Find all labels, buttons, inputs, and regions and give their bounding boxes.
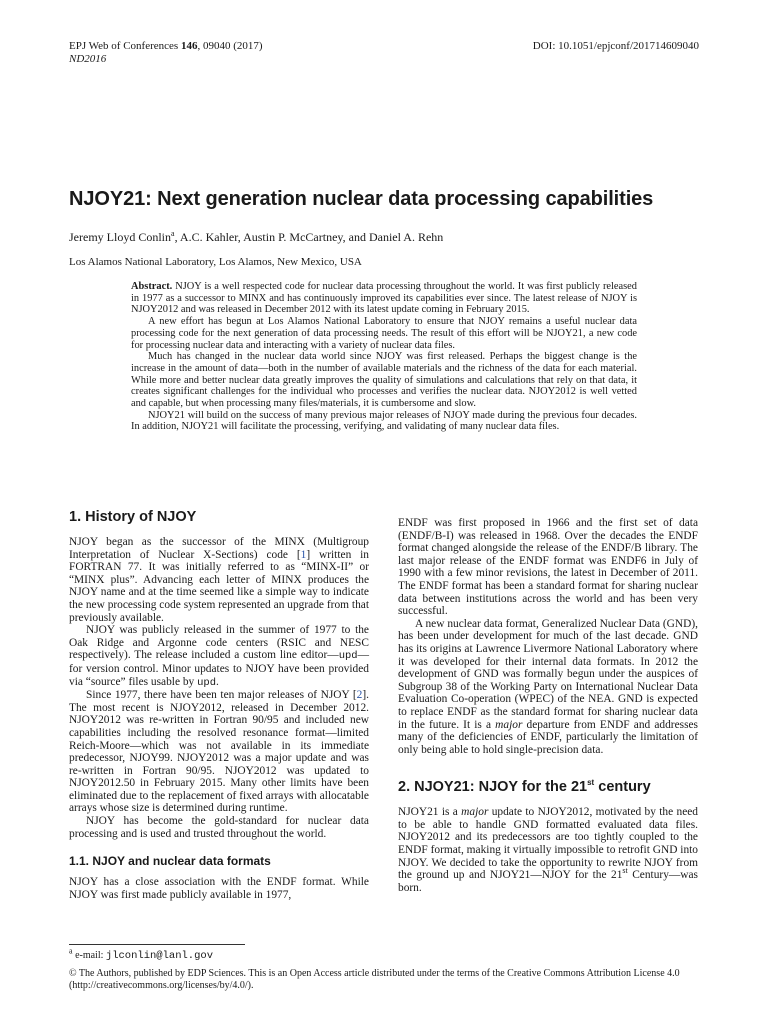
section-heading: 2. NJOY21: NJOY for the 21st century xyxy=(398,778,651,796)
doi: DOI: 10.1051/epjconf/201714609040 xyxy=(532,40,699,52)
body-paragraph: Since 1977, there have been ten major releases of NJOY [2]. The most recent is NJOY2012, released in December 2012. NJOY2012 was re-written in Fortran 90/95 and included new capabilities including the resolved resonance format—limited Reich-Moore—which was not available in its immediate predecessor, NJOY99. NJOY2012 was a major update and was re-written in Fortran 90/95. NJOY2012 was updated to NJOY2012.50 in February 2015. Many other limits have been eliminated due to the replacement of fixed arrays with allocatable arrays whose size is determined during runtime. xyxy=(69,689,369,815)
abstract-paragraph: A new effort has begun at Los Alamos National Laboratory to ensure that NJOY remains a useful nuclear data processing code for the next generation of data processing needs. The result of this effort will be NJOY21, a new code for processing nuclear data and interacting with a variety of nuclear data files. xyxy=(131,316,637,351)
citation-link[interactable]: 2 xyxy=(356,689,363,702)
section-heading: 1. History of NJOY xyxy=(69,509,197,525)
license-notice: © The Authors, published by EDP Sciences. This is an Open Access article distributed under the terms of the Creative Commons Attribution License 4.0 (http://creativecommons.org/licenses/by/4.0/). xyxy=(69,968,680,991)
paper-title: NJOY21: Next generation nuclear data processing capabilities xyxy=(69,188,654,210)
abstract-paragraph: Abstract. NJOY is a well respected code for nuclear data processing throughout the world. It was first publicly released in 1977 as a successor to MINX and has continuously improved its capabilities ever since. The latest release of NJOY is NJOY2012 and was released in December 2012 with its latest update coming in February 2015. xyxy=(131,281,637,316)
journal-citation xyxy=(69,40,263,53)
article-number-year: , 09040 (2017) xyxy=(197,40,263,52)
code-upd: upd xyxy=(338,650,358,663)
footnote-divider xyxy=(69,944,245,945)
affiliation: Los Alamos National Laboratory, Los Alamos, New Mexico, USA xyxy=(69,256,362,268)
journal-name: EPJ Web of Conferences xyxy=(69,40,179,52)
body-paragraph: NJOY began as the successor of the MINX (Multigroup Interpretation of Nuclear X-Sections) code [1] written in FORTRAN 77. It was initially referred to as “MINX-II” or “MINX plus”. Advancing each letter of MINX produces the NJOY name and at the time seemed like a simple way to indicate the new processing code system represented an upgrade from that previously available. xyxy=(69,536,369,624)
citation-link[interactable]: 1 xyxy=(300,548,307,561)
code-upd: upd xyxy=(197,676,217,689)
running-header-left xyxy=(69,40,263,66)
body-paragraph: A new nuclear data format, Generalized Nuclear Data (GND), has been under development for much of the last decade. GND has its origins at Lawrence Livermore National Laboratory where it was developed for their internal data formats. In 2012 the development of GND was formally begun under the auspices of Subgroup 38 of the Working Party on International Nuclear Data Evaluation Co-operation (WPEC) of the NEA. GND is expected to replace ENDF as the standard format for sharing nuclear data in the future. It is a major departure from ENDF and addresses many of the deficiencies of ENDF, particularly the limitation of only being able to hold single-precision data. xyxy=(398,617,698,756)
first-author: Jeremy Lloyd Conlin xyxy=(69,230,171,244)
left-column xyxy=(69,508,369,901)
author-footnote-mark: a xyxy=(171,229,175,238)
abstract-paragraph: NJOY21 will build on the success of many previous major releases of NJOY made during the previous four decades. In addition, NJOY21 will facilitate the processing, verifying, and validating of many nuclear data files. xyxy=(131,409,637,433)
body-paragraph: NJOY has become the gold-standard for nuclear data processing and is used and trusted throughout the world. xyxy=(69,815,369,840)
abstract xyxy=(131,281,637,433)
right-column xyxy=(398,517,698,894)
other-authors: , A.C. Kahler, Austin P. McCartney, and Daniel A. Rehn xyxy=(174,230,444,244)
body-paragraph: NJOY21 is a major update to NJOY2012, motivated by the need to be able to handle GND formatted evaluated data files. NJOY2012 and its predecessors are too tightly coupled to the ENDF format, making it virtually impossible to retrofit GND into NJOY. We decided to take the opportunity to rewrite NJOY from the ground up and NJOY21—NJOY for the 21st Century—was born. xyxy=(398,806,698,894)
conference-name: ND2016 xyxy=(69,53,107,65)
body-paragraph: NJOY has a close association with the ENDF format. While NJOY was first made publicly available in 1977, xyxy=(69,876,369,901)
abstract-paragraph: Much has changed in the nuclear data world since NJOY was first released. Perhaps the biggest change is the increase in the amount of data—both in the number of available materials and the richness of the data for each material. While more and better nuclear data greatly improves the quality of simulations and calculations that rely on that data, it creates significant challenges for the individual who processes and verifies the nuclear data. NJOY2012 is well vetted and capable, but when processing many files/materials, it is cumbersome and slow. xyxy=(131,351,637,410)
body-paragraph: ENDF was first proposed in 1966 and the first set of data (ENDF/B-I) was released in 1968. Over the decades the ENDF format changed alongside the release of the ENDF/B library. The last major release of the ENDF format was ENDF6 in July of 1990 with a few minor revisions, the latest in December of 2011. The ENDF format has been a standard format for sharing nuclear data between institutions across the world and has been very successful. xyxy=(398,517,698,618)
abstract-label: Abstract. xyxy=(131,281,173,292)
footnote-mark: a xyxy=(69,946,73,956)
author-list xyxy=(69,230,443,245)
body-paragraph: NJOY was publicly released in the summer of 1977 to the Oak Ridge and Argonne code centers (RSIC and NESC respectively). The release included a custom line editor—upd—for version control. Minor updates to NJOY have been provided via “source” files usable by upd. xyxy=(69,624,369,689)
subsection-heading: 1.1. NJOY and nuclear data formats xyxy=(69,854,271,869)
journal-volume: 146 xyxy=(180,40,198,52)
author-email-link[interactable]: jlconlin@lanl.gov xyxy=(105,950,214,962)
footnote: $^a$ e-mail: jlconlin@lanl.gov xyxy=(69,946,214,962)
